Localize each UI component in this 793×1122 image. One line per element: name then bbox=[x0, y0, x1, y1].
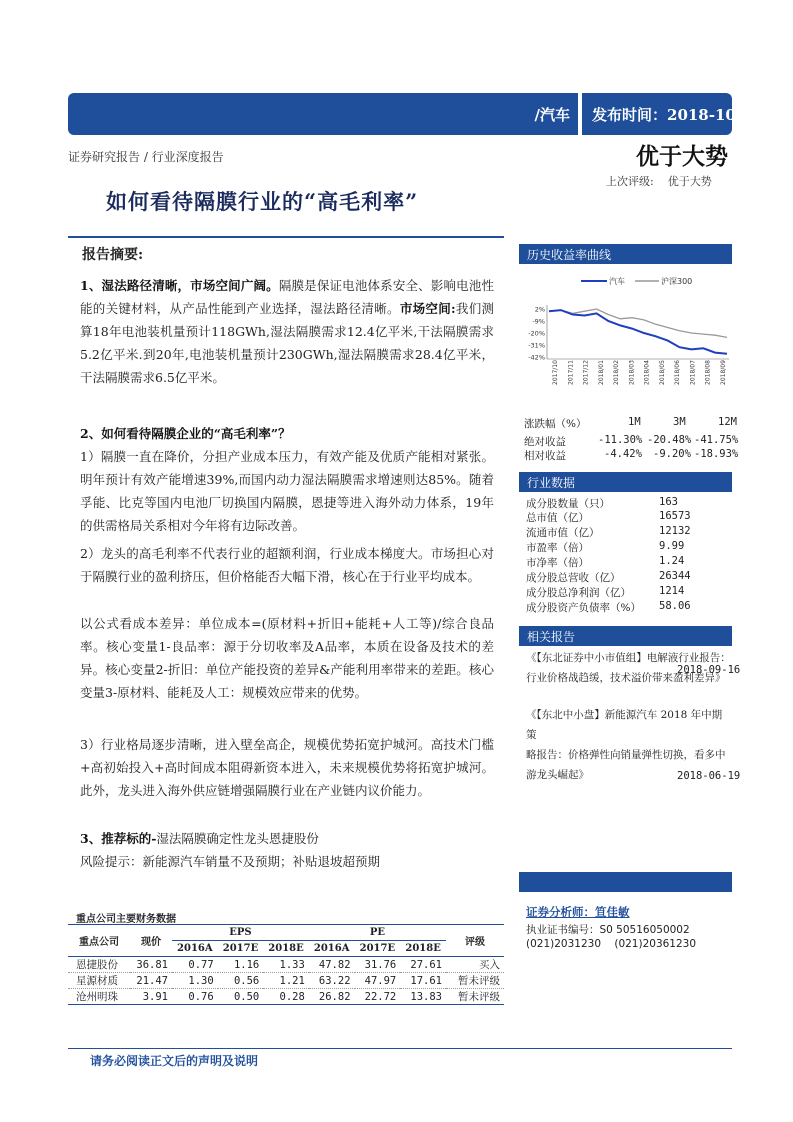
perf-header-1m: 1M bbox=[628, 416, 641, 428]
industry-value: 12132 bbox=[659, 525, 691, 537]
pe: 31.76 bbox=[364, 958, 397, 971]
rating-prev-value: 优于大势 bbox=[667, 175, 712, 188]
industry-value: 26344 bbox=[659, 570, 691, 582]
industry-value: 1214 bbox=[659, 585, 685, 597]
pe: 13.83 bbox=[410, 990, 442, 1003]
rating: 买入 bbox=[479, 959, 500, 971]
point-1-title: 1、湿法路径清晰，市场空间广阔。 bbox=[80, 278, 279, 293]
x-tick-label: 2018/05 bbox=[658, 360, 666, 385]
eps: 0.56 bbox=[233, 974, 260, 987]
pe: 22.72 bbox=[364, 990, 397, 1003]
related-report-1-line1: 《【东北证券中小市值组】电解液行业报告： bbox=[526, 652, 731, 664]
industry-key: 总市值（亿） bbox=[526, 512, 589, 524]
abstract-point-2c: 以公式看成本差异：单位成本=(原材料+折旧+能耗+人工等)/综合良品率。核心变量1-良品率：源于分切收率及A品率，本质在设备及技术的差异。核心变量2-折旧：单位产能投资的差异&产能利用率带来的差距。核心变量3-原材料、能耗及人工：规模效应带来的优势。 bbox=[80, 616, 494, 700]
eps: 1.33 bbox=[279, 958, 305, 971]
eps: 0.76 bbox=[188, 990, 214, 1003]
perf-1m: -11.30% bbox=[598, 434, 643, 446]
col-year: 2018E bbox=[268, 943, 304, 954]
pe: 27.61 bbox=[410, 958, 442, 971]
perf-label: 相对收益 bbox=[524, 450, 566, 462]
industry-value: 16573 bbox=[659, 510, 691, 522]
industry-row bbox=[526, 525, 726, 539]
pe: 17.61 bbox=[410, 974, 442, 987]
company-name: 沧州明珠 bbox=[76, 991, 118, 1003]
col-company: 重点公司 bbox=[79, 937, 119, 948]
industry-key: 成分股数量（只） bbox=[526, 498, 610, 510]
chart-legend bbox=[581, 276, 692, 286]
col-year: 2016A bbox=[313, 943, 350, 954]
industry-key: 流通市值（亿） bbox=[526, 527, 600, 539]
related-report-2-date: 2018-06-19 bbox=[677, 770, 741, 782]
x-tick-label: 2017/10 bbox=[552, 360, 559, 385]
series-line-auto bbox=[549, 310, 727, 354]
fin-table-title: 重点公司主要财务数据 bbox=[76, 914, 176, 925]
chart-x-axis bbox=[547, 359, 729, 385]
x-tick-label: 2017/11 bbox=[567, 360, 575, 385]
industry-data-heading: 行业数据 bbox=[519, 472, 732, 492]
pe: 47.97 bbox=[364, 974, 397, 987]
perf-3m: -20.48% bbox=[647, 434, 692, 446]
rating: 暂未评级 bbox=[458, 991, 500, 1003]
rating-current: 优于大势 bbox=[636, 143, 728, 170]
risk-warning: 风险提示：新能源汽车销量不及预期；补贴退坡超预期 bbox=[80, 854, 381, 869]
abstract-heading: 报告摘要: bbox=[82, 247, 144, 263]
analyst-bar bbox=[519, 872, 732, 892]
header-bar bbox=[68, 93, 763, 135]
x-tick-label: 2018/01 bbox=[597, 360, 605, 385]
industry-row bbox=[526, 540, 726, 554]
point-1-market-label: 市场空间: bbox=[399, 301, 456, 316]
industry-tag: /汽车 bbox=[516, 93, 580, 135]
header-band bbox=[68, 93, 516, 135]
industry-value: 58.06 bbox=[659, 600, 691, 612]
y-tick-label: -9% bbox=[532, 317, 545, 326]
abstract-point-1 bbox=[80, 274, 494, 389]
perf-header-label: 涨跌幅（%） bbox=[524, 418, 587, 430]
industry-value: 1.24 bbox=[659, 555, 685, 567]
return-chart bbox=[519, 265, 732, 405]
related-report-2-line2: 略报告：价格弹性向销量弹性切换，看多中 bbox=[526, 749, 726, 761]
perf-1m: -4.42% bbox=[604, 448, 642, 460]
price: 21.47 bbox=[136, 974, 168, 987]
related-reports-heading: 相关报告 bbox=[519, 626, 732, 646]
industry-value: 9.99 bbox=[659, 540, 685, 552]
perf-12m: -18.93% bbox=[694, 448, 739, 460]
rating: 暂未评级 bbox=[458, 975, 500, 987]
x-tick-label: 2018/03 bbox=[628, 360, 636, 385]
perf-header-3m: 3M bbox=[673, 416, 686, 428]
point-1-text: 隔膜是保证电池体系安全、影响电池性能的关键材料，从产品性能到产业选择，湿法路径清晰。 bbox=[80, 278, 494, 316]
col-year: 2018E bbox=[405, 943, 441, 954]
point-2-title: 2、如何看待隔膜企业的“高毛利率”？ bbox=[80, 426, 291, 441]
eps: 1.21 bbox=[279, 974, 305, 987]
rating-prev-label: 上次评级: bbox=[606, 175, 654, 188]
footer-disclaimer: 请务必阅读正文后的声明及说明 bbox=[90, 1054, 259, 1068]
x-tick-label: 2017/12 bbox=[582, 360, 590, 385]
related-report-1-date: 2018-09-16 bbox=[677, 664, 741, 676]
industry-row bbox=[526, 600, 726, 614]
price: 36.81 bbox=[136, 958, 168, 971]
abstract-point-2-heading bbox=[80, 422, 494, 445]
fin-table bbox=[68, 924, 504, 1005]
point-1-market-text: 我们测算18年电池装机量预计118GWh,湿法隔膜需求12.4亿平米,干法隔膜需求5.2亿平米.到20年,电池装机量预计230GWh,湿法隔膜需求28.4亿平米，干法隔膜需求6.5亿平米。 bbox=[80, 301, 494, 385]
industry-key: 市净率（倍） bbox=[526, 557, 589, 569]
pe: 47.82 bbox=[318, 958, 351, 971]
abstract-divider bbox=[68, 236, 504, 238]
pe: 26.82 bbox=[318, 990, 351, 1003]
perf-header-12m: 12M bbox=[718, 416, 737, 428]
perf-label: 绝对收益 bbox=[524, 436, 566, 448]
chart-series bbox=[549, 309, 727, 354]
table-row bbox=[68, 973, 504, 989]
chart-y-axis bbox=[528, 305, 547, 362]
col-year: 2017E bbox=[222, 943, 259, 954]
eps: 1.30 bbox=[188, 974, 214, 987]
analyst-cert: 执业证书编号：S0 50516050002 bbox=[526, 924, 690, 936]
x-tick-label: 2018/04 bbox=[643, 360, 651, 385]
industry-key: 成分股总营收（亿） bbox=[526, 572, 621, 584]
industry-key: 成分股总净利润（亿） bbox=[526, 587, 631, 599]
abstract-point-3 bbox=[80, 827, 494, 850]
series-line-hs300 bbox=[549, 309, 727, 337]
eps: 0.50 bbox=[233, 990, 260, 1003]
eps: 0.28 bbox=[279, 990, 305, 1003]
related-report-1-line2: 行业价格战趋缓，技术溢价带来盈利差异》 bbox=[526, 672, 726, 684]
abstract-point-2d: 3）行业格局逐步清晰，进入壁垒高企，规模优势拓宽护城河。高技术门槛+高初始投入+高时间成本阻碍新资本进入，未来规模优势将拓宽护城河。此外，龙头进入海外供应链增强隔膜行业在产业链内议价能力。 bbox=[80, 737, 494, 798]
rating-previous bbox=[606, 173, 712, 189]
pe: 63.22 bbox=[318, 974, 351, 987]
industry-label: 汽车 bbox=[539, 106, 570, 124]
price: 3.91 bbox=[142, 990, 168, 1003]
industry-row bbox=[526, 585, 726, 599]
abstract-point-2a: 1）隔膜一直在降价，分担产业成本压力，有效产能及优质产能相对紧张。明年预计有效产能增速39%,而国内动力湿法隔膜需求增速则达85%。随着孚能、比克等国内电池厂切换国内隔膜，恩捷等进入海外动力体系，19年的供需格局关系相对今年将有边际改善。 bbox=[80, 449, 494, 533]
chart-heading: 历史收益率曲线 bbox=[519, 244, 732, 264]
publish-date: 发布时间：2018-10-22 bbox=[592, 106, 763, 124]
col-pe: PE bbox=[309, 925, 446, 941]
x-tick-label: 2018/08 bbox=[704, 360, 712, 385]
industry-row bbox=[526, 555, 726, 569]
report-type: 证券研究报告 / 行业深度报告 bbox=[68, 150, 224, 164]
industry-row bbox=[526, 570, 726, 584]
y-tick-label: -42% bbox=[528, 353, 545, 362]
company-name: 星源材质 bbox=[76, 975, 118, 987]
col-rating: 评级 bbox=[465, 937, 485, 948]
col-price: 现价 bbox=[141, 937, 161, 948]
eps: 0.77 bbox=[188, 958, 214, 971]
return-chart-svg bbox=[519, 265, 732, 405]
footer-divider bbox=[68, 1048, 732, 1049]
y-tick-label: 2% bbox=[534, 305, 545, 314]
point-3-title: 3、推荐标的- bbox=[80, 831, 157, 846]
x-tick-label: 2018/07 bbox=[689, 360, 697, 385]
x-tick-label: 2018/02 bbox=[613, 360, 621, 385]
company-name: 恩捷股份 bbox=[76, 959, 118, 971]
y-tick-label: -20% bbox=[528, 329, 545, 338]
table-row bbox=[68, 957, 504, 973]
y-tick-label: -31% bbox=[528, 341, 545, 350]
legend-label-auto: 汽车 bbox=[609, 277, 625, 286]
table-row bbox=[68, 989, 504, 1005]
report-title: 如何看待隔膜行业的“高毛利率” bbox=[106, 189, 419, 214]
analyst-name[interactable]: 证券分析师：笪佳敏 bbox=[526, 905, 630, 919]
related-report-2-line3: 游龙头崛起》 bbox=[526, 769, 589, 781]
point-3-text: 湿法隔膜确定性龙头恩捷股份 bbox=[156, 831, 319, 846]
x-tick-label: 2018/06 bbox=[674, 360, 682, 385]
analyst-phone: (021)2031230 (021)20361230 bbox=[526, 938, 697, 950]
perf-3m: -9.20% bbox=[653, 448, 691, 460]
perf-12m: -41.75% bbox=[694, 434, 739, 446]
related-report-2-line1: 《【东北中小盘】新能源汽车 2018 年中期策 bbox=[526, 709, 723, 741]
x-tick-label: 2018/09 bbox=[720, 360, 727, 385]
col-year: 2016A bbox=[177, 943, 213, 954]
publish-date-tag bbox=[582, 93, 763, 135]
industry-key: 成分股资产负债率（%） bbox=[526, 602, 641, 614]
industry-row bbox=[526, 496, 726, 510]
col-year: 2017E bbox=[359, 943, 396, 954]
eps: 1.16 bbox=[233, 958, 260, 971]
industry-row bbox=[526, 510, 726, 524]
legend-label-hs300: 沪深300 bbox=[661, 277, 693, 286]
col-eps: EPS bbox=[172, 925, 309, 941]
industry-key: 市盈率（倍） bbox=[526, 542, 589, 554]
abstract-point-2b: 2）龙头的高毛利率不代表行业的超额利润，行业成本梯度大。市场担心对于隔膜行业的盈利挤压，但价格能否大幅下滑，核心在于行业平均成本。 bbox=[80, 546, 494, 584]
industry-value: 163 bbox=[659, 496, 678, 508]
